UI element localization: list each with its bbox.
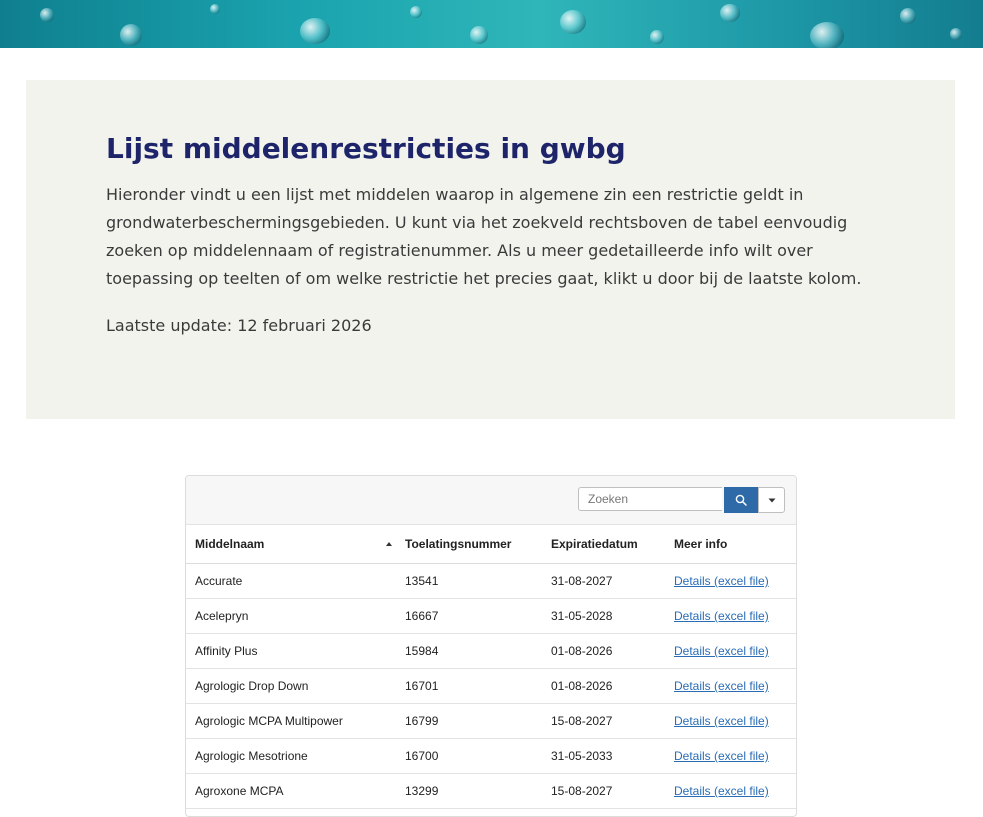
table-row [186, 634, 796, 669]
cell-toelatingsnummer: 15984 [396, 634, 542, 669]
search-options-dropdown[interactable] [758, 487, 785, 513]
cell-expiratiedatum: 01-08-2026 [542, 634, 665, 669]
cell-toelatingsnummer: 16700 [396, 739, 542, 774]
search-icon [735, 494, 747, 506]
bubble-decoration [810, 22, 844, 48]
cell-expiratiedatum: 31-08-2027 [542, 564, 665, 599]
table-header-row [186, 525, 796, 564]
cell-meer-info [665, 599, 796, 634]
bubble-decoration [210, 4, 220, 14]
cell-meer-info [665, 634, 796, 669]
details-link[interactable]: Details (excel file) [674, 784, 769, 798]
bubble-decoration [720, 4, 740, 22]
table-toolbar [186, 476, 796, 525]
details-link[interactable]: Details (excel file) [674, 609, 769, 623]
search-input[interactable] [578, 487, 722, 511]
sort-asc-icon [386, 542, 392, 546]
details-link[interactable]: Details (excel file) [674, 714, 769, 728]
last-update-text: Laatste update: 12 februari 2026 [106, 316, 372, 335]
details-link[interactable]: Details (excel file) [674, 644, 769, 658]
table-row [186, 774, 796, 809]
cell-meer-info [665, 564, 796, 599]
table-row [186, 564, 796, 599]
column-header-meer-info[interactable]: Meer info [665, 525, 796, 564]
cell-middelnaam: Agrologic Mesotrione [186, 739, 396, 774]
cell-meer-info [665, 669, 796, 704]
cell-toelatingsnummer: 16799 [396, 704, 542, 739]
bubble-decoration [410, 6, 422, 18]
bubble-decoration [950, 28, 962, 40]
details-link[interactable]: Details (excel file) [674, 679, 769, 693]
column-header-expiratiedatum[interactable]: Expiratiedatum [542, 525, 665, 564]
cell-middelnaam: Affinity Plus [186, 634, 396, 669]
page-title: Lijst middelenrestricties in gwbg [106, 132, 626, 165]
cell-middelnaam: Accurate [186, 564, 396, 599]
restrictions-table-panel [185, 475, 797, 817]
caret-down-icon [768, 498, 776, 503]
bubble-decoration [470, 26, 488, 44]
cell-toelatingsnummer: 16701 [396, 669, 542, 704]
table-row [186, 739, 796, 774]
column-header-middelnaam[interactable]: Middelnaam [186, 525, 396, 564]
restrictions-table [186, 525, 796, 809]
cell-expiratiedatum: 15-08-2027 [542, 704, 665, 739]
cell-meer-info [665, 704, 796, 739]
cell-expiratiedatum: 01-08-2026 [542, 669, 665, 704]
cell-middelnaam: Agrologic Drop Down [186, 669, 396, 704]
intro-text: Hieronder vindt u een lijst met middelen waarop in algemene zin een restrictie geldt in grondwaterbeschermingsgebieden. U kunt via het zoekveld rechtsboven de tabel eenvoudig zoeken op middelennaam of registratienummer. Als u meer gedetailleerde info wilt over toepassing op teelten of om welke restrictie het precies gaat, klikt u door bij de laatste kolom. [106, 185, 862, 288]
details-link[interactable]: Details (excel file) [674, 574, 769, 588]
cell-expiratiedatum: 15-08-2027 [542, 774, 665, 809]
bubble-decoration [900, 8, 916, 24]
intro-panel [26, 80, 955, 419]
cell-toelatingsnummer: 13541 [396, 564, 542, 599]
table-row [186, 599, 796, 634]
bubble-decoration [40, 8, 54, 22]
column-header-toelatingsnummer[interactable]: Toelatingsnummer [396, 525, 542, 564]
cell-toelatingsnummer: 16667 [396, 599, 542, 634]
bubble-decoration [120, 24, 142, 46]
cell-meer-info [665, 739, 796, 774]
cell-toelatingsnummer: 13299 [396, 774, 542, 809]
search-button[interactable] [724, 487, 758, 513]
cell-middelnaam: Agrologic MCPA Multipower [186, 704, 396, 739]
cell-expiratiedatum: 31-05-2033 [542, 739, 665, 774]
bubble-decoration [650, 30, 664, 44]
details-link[interactable]: Details (excel file) [674, 749, 769, 763]
cell-meer-info [665, 774, 796, 809]
header-banner-image [0, 0, 983, 48]
table-row [186, 669, 796, 704]
bubble-decoration [560, 10, 586, 34]
table-row [186, 704, 796, 739]
bubble-decoration [300, 18, 330, 44]
cell-middelnaam: Acelepryn [186, 599, 396, 634]
cell-middelnaam: Agroxone MCPA [186, 774, 396, 809]
cell-expiratiedatum: 31-05-2028 [542, 599, 665, 634]
